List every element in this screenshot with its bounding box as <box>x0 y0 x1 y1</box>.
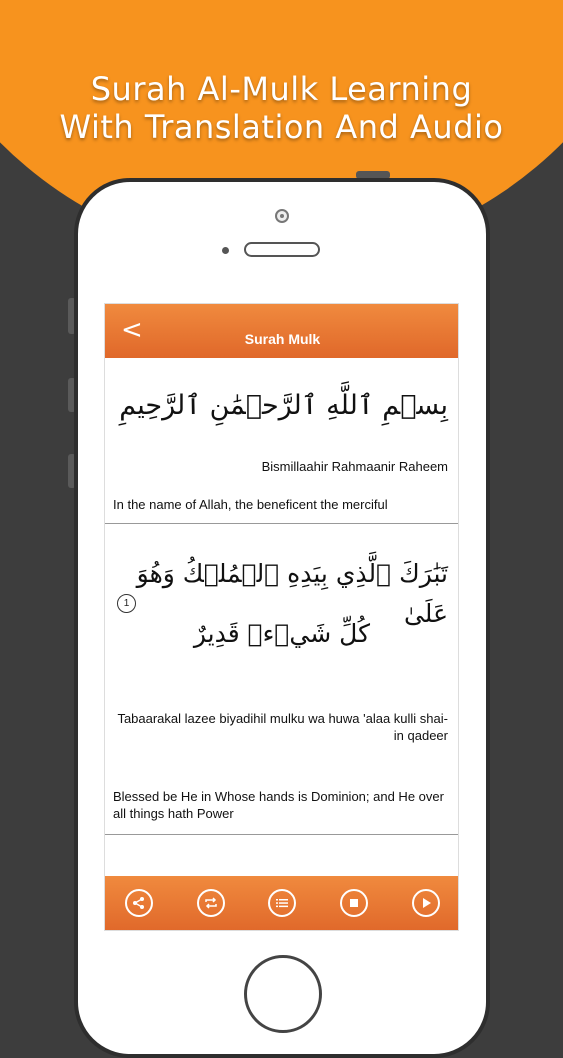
home-button <box>244 955 322 1033</box>
verse-transliteration: Bismillaahir Rahmaanir Raheem <box>261 459 448 474</box>
verse-arabic: بِسۡمِ ٱللَّهِ ٱلرَّحۡمَٰنِ ٱلرَّحِيمِ <box>119 390 448 421</box>
app-screen <box>104 303 459 931</box>
verse-item-1[interactable] <box>105 524 459 835</box>
repeat-icon[interactable] <box>197 889 225 917</box>
verse-translation: Blessed be He in Whose hands is Dominion; and He over all things hath Power <box>113 789 444 821</box>
navigation-bar <box>105 304 459 358</box>
verse-item-bismillah[interactable] <box>105 358 459 524</box>
verse-translation: In the name of Allah, the beneficent the merciful <box>113 497 388 512</box>
verse-transliteration: Tabaarakal lazee biyadihil mulku wa huwa 'alaa kulli shai-in qadeer <box>117 711 448 743</box>
verse-arabic-line-2: كُلِّ شَيۡءٖ قَدِيرٌ <box>193 619 370 648</box>
headline-line-2: With Translation And Audio <box>59 108 504 146</box>
front-camera <box>275 209 289 223</box>
stop-icon[interactable] <box>340 889 368 917</box>
verse-number-badge: 1 <box>117 594 136 613</box>
list-icon[interactable] <box>268 889 296 917</box>
play-icon[interactable] <box>412 889 440 917</box>
earpiece-speaker <box>244 242 320 257</box>
verse-arabic-line-1: تَبَٰرَكَ ٱلَّذِي بِيَدِهِ ٱلۡمُلۡكُ وَهُوَ عَلَىٰ <box>136 559 448 628</box>
headline-line-1: Surah Al-Mulk Learning <box>90 70 473 108</box>
promo-headline <box>0 70 563 146</box>
proximity-sensor <box>222 247 229 254</box>
share-icon[interactable] <box>125 889 153 917</box>
page-title: Surah Mulk <box>244 331 321 347</box>
audio-toolbar <box>105 876 459 931</box>
chevron-left-icon[interactable]: < <box>121 315 143 345</box>
